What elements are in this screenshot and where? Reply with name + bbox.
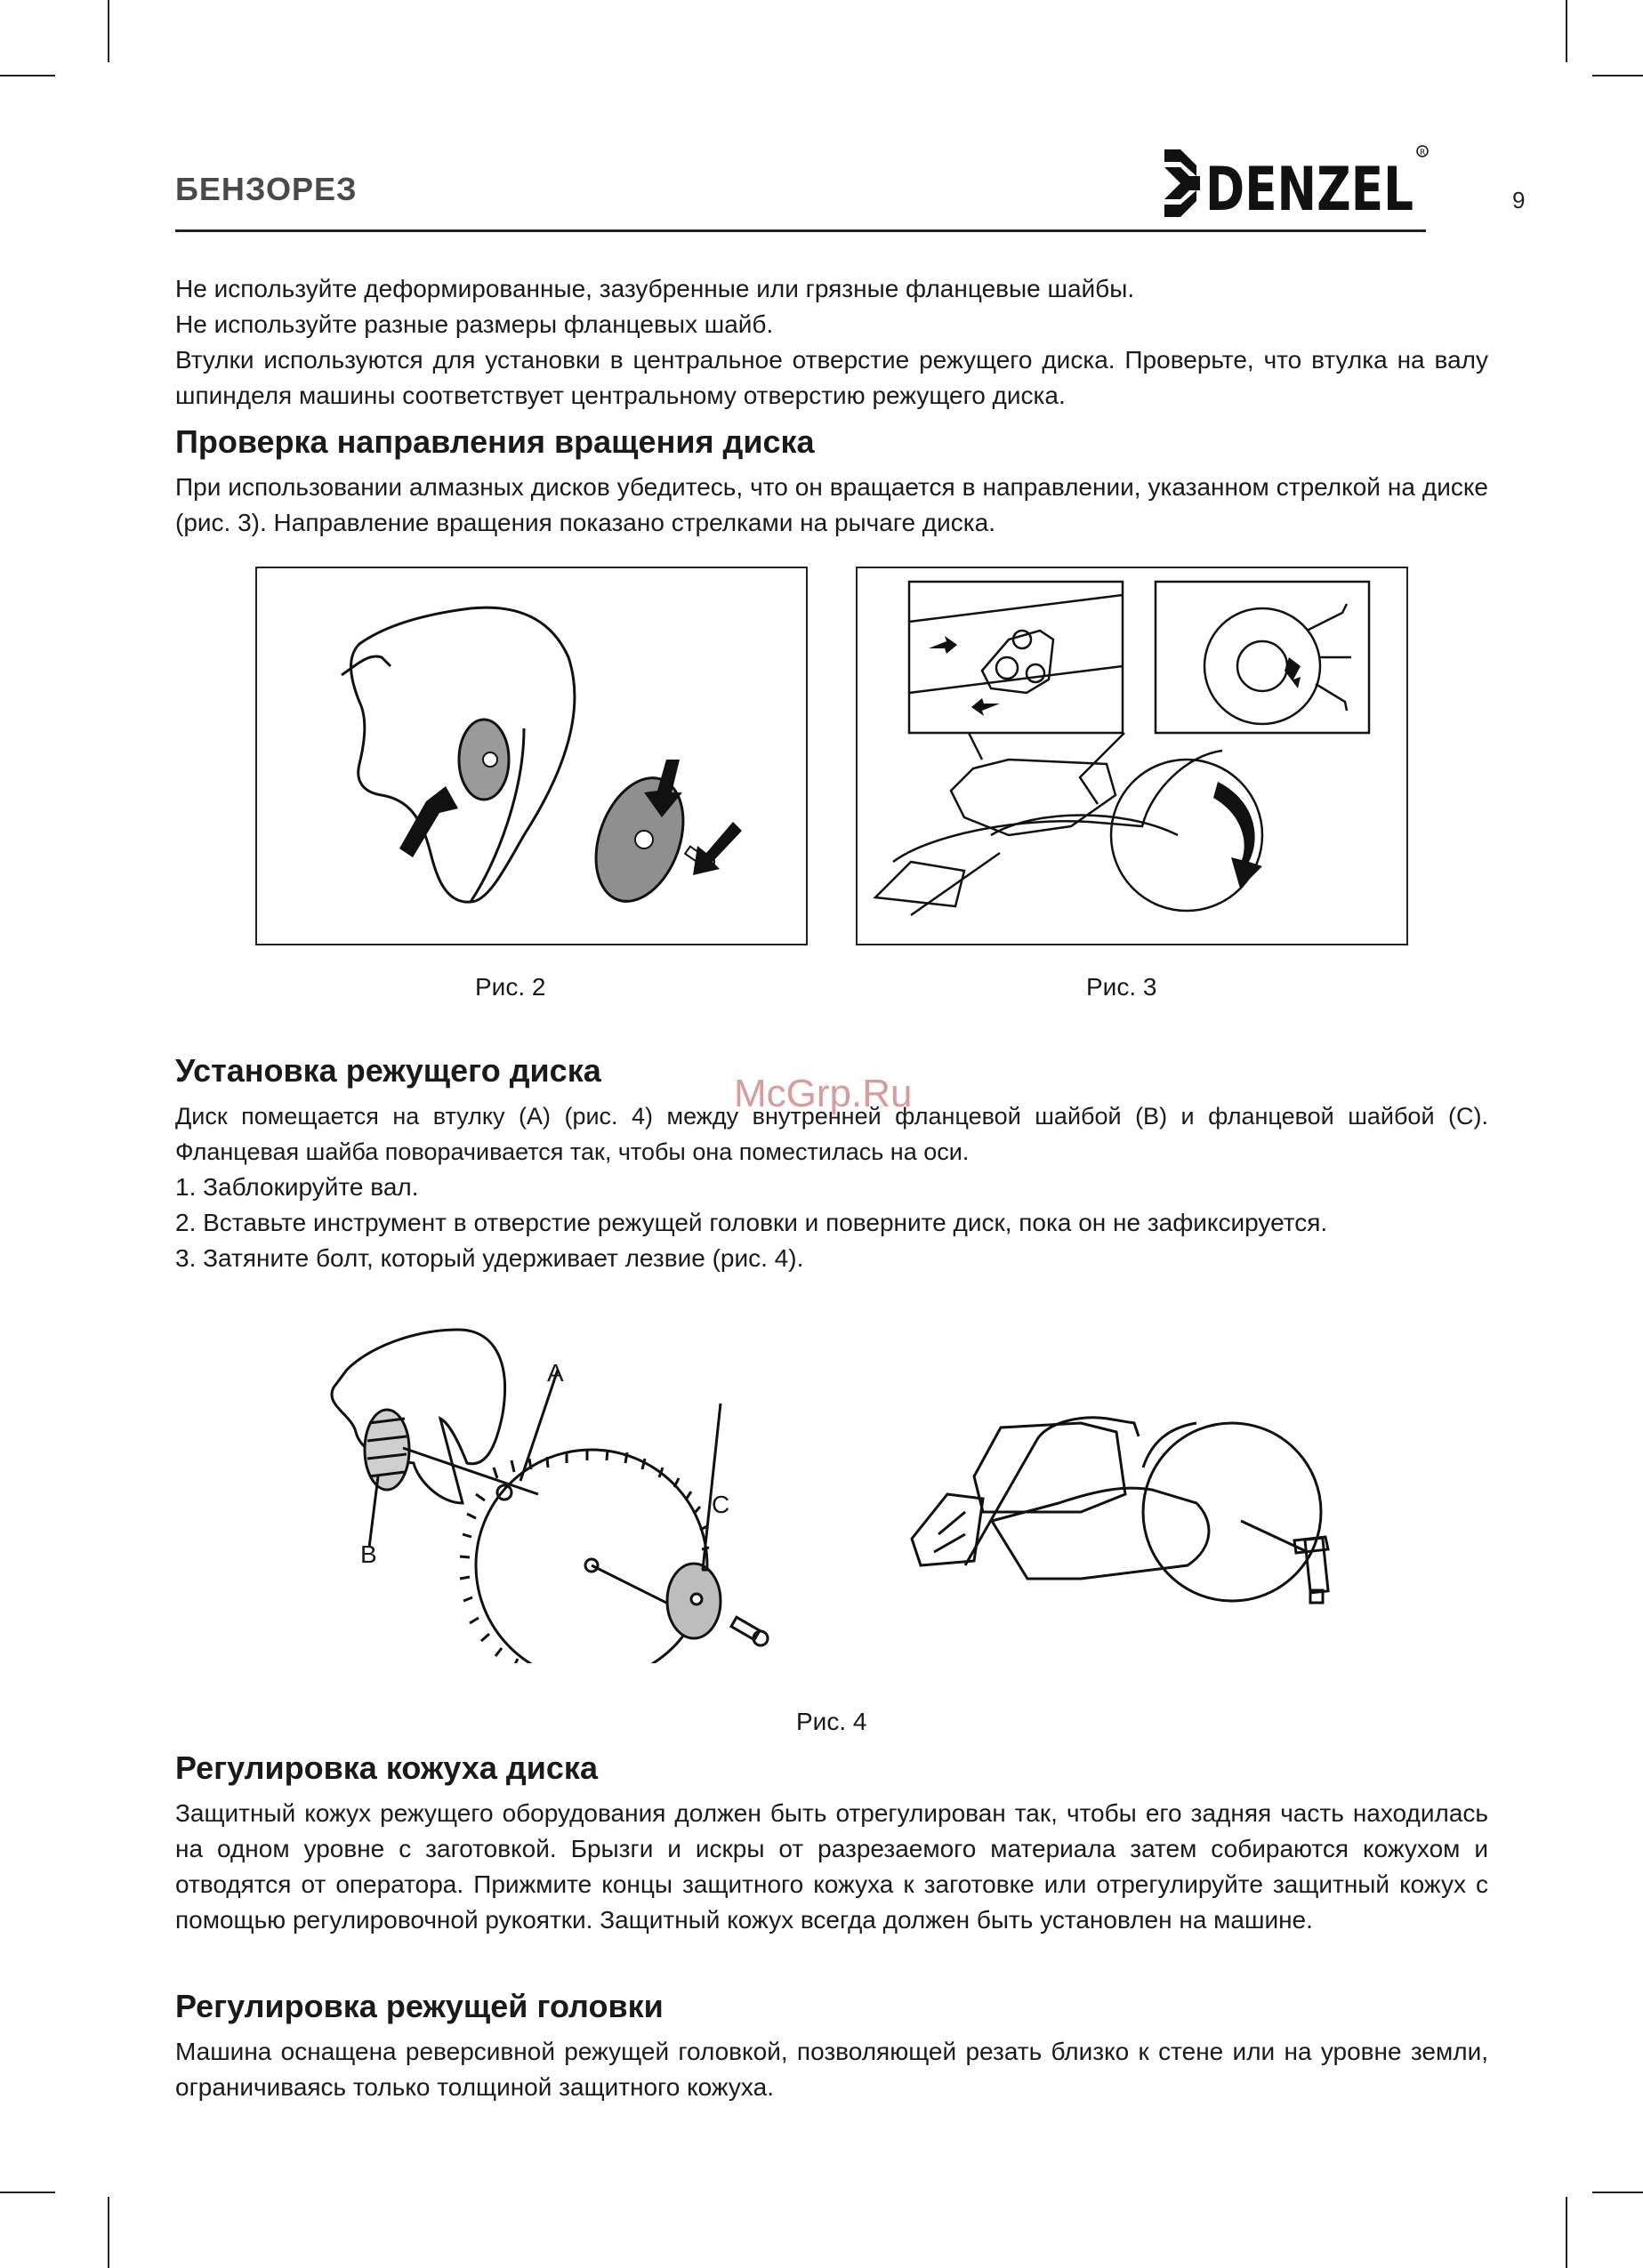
figure-2-caption: Рис. 2 bbox=[475, 973, 546, 1001]
section-heading: Регулировка кожуха диска bbox=[175, 1749, 598, 1786]
detail-box-arm bbox=[909, 582, 1123, 733]
crop-mark bbox=[0, 2192, 55, 2193]
section-heading: Регулировка режущей головки bbox=[175, 1988, 664, 2024]
bolt bbox=[731, 1617, 760, 1639]
engine-body bbox=[974, 1423, 1125, 1512]
watermark: McGrp.Ru bbox=[734, 1072, 913, 1115]
blade bbox=[476, 1450, 707, 1663]
intro-paragraph: Втулки используются для установки в центральное отверстие режущего диска. Проверьте, что втулка на валу шпинделя машины соответствует центральному отверстию режущего диска. bbox=[175, 346, 1488, 409]
figure-3 bbox=[856, 567, 1408, 945]
intro-line: Не используйте разные размеры фланцевых шайб. bbox=[175, 310, 774, 338]
handle bbox=[965, 1418, 1139, 1565]
fig2-illustration bbox=[257, 568, 806, 944]
header-rule bbox=[175, 229, 1426, 232]
svg-text:R: R bbox=[1420, 149, 1426, 157]
section-paragraph: Машина оснащена реверсивной режущей головкой, позволяющей резать близко к стене или на уровне земли, ограничиваясь только толщиной защитного кожуха. bbox=[175, 2038, 1488, 2101]
page-number: 9 bbox=[1512, 187, 1526, 213]
section-paragraph: Диск помещается на втулку (A) (рис. 4) между внутренней фланцевой шайбой (B) и фланцевой шайбой (C). Фланцевая шайба поворачивается так, чтобы она поместилась на оси. bbox=[175, 1103, 1488, 1165]
crop-mark bbox=[108, 2197, 109, 2268]
rotation-section bbox=[175, 422, 1488, 541]
label-a: A bbox=[547, 1359, 564, 1387]
diamond-disc bbox=[1204, 608, 1320, 724]
label-c: C bbox=[712, 1491, 730, 1518]
label-b: B bbox=[360, 1540, 377, 1568]
install-step: 3. Затяните болт, который удерживает лезвие (рис. 4). bbox=[175, 1244, 804, 1272]
section-paragraph: При использовании алмазных дисков убедитесь, что он вращается в направлении, указанном стрелкой на диске (рис. 3). Направление вращения показано стрелками на рычаге диска. bbox=[175, 473, 1488, 536]
install-step: 2. Вставьте инструмент в отверстие режущей головки и поверните диск, пока он не зафиксируется. bbox=[175, 1209, 1328, 1236]
crop-mark bbox=[0, 75, 55, 76]
crop-mark bbox=[1566, 2197, 1567, 2268]
section-heading: Установка режущего диска bbox=[175, 1052, 601, 1089]
crop-mark bbox=[1592, 2192, 1643, 2193]
figure-4-caption: Рис. 4 bbox=[796, 1708, 867, 1735]
figure-2 bbox=[255, 567, 808, 945]
guard-section bbox=[175, 1748, 1488, 1938]
denzel-logo bbox=[1163, 141, 1430, 226]
guard bbox=[332, 1330, 505, 1503]
fig4-saw-with-tool bbox=[903, 1387, 1383, 1619]
crop-mark bbox=[1592, 75, 1643, 76]
crop-mark bbox=[108, 0, 109, 62]
crop-mark bbox=[1566, 0, 1567, 62]
brand-name: DENZEL bbox=[1205, 155, 1413, 225]
figure-3-caption: Рис. 3 bbox=[1086, 973, 1157, 1001]
install-steps bbox=[175, 1170, 1488, 1276]
section-paragraph: Защитный кожух режущего оборудования должен быть отрегулирован так, чтобы его задняя часть находилась на одном уровне с заготовкой. Брызги и искры от разрезаемого материала затем собираются кожухом и отводятся от оператора. Прижмите концы защитного кожуха к заготовке или отрегулируйте защитный кожух с помощью регулировочной рукоятки. Защитный кожух всегда должен быть установлен на машине. bbox=[175, 1799, 1488, 1934]
head-section bbox=[175, 1986, 1488, 2105]
install-step: 1. Заблокируйте вал. bbox=[175, 1173, 419, 1201]
saw-blade bbox=[1143, 1423, 1321, 1601]
intro-line: Не используйте деформированные, зазубренные или грязные фланцевые шайбы. bbox=[175, 275, 1135, 302]
wrench bbox=[1305, 1538, 1328, 1593]
fig3-illustration bbox=[858, 568, 1406, 944]
saw-blade bbox=[1111, 760, 1262, 911]
intro-block bbox=[175, 271, 1488, 414]
page-header-title: БЕНЗОРЕЗ bbox=[175, 171, 358, 207]
section-heading: Проверка направления вращения диска bbox=[175, 423, 815, 460]
